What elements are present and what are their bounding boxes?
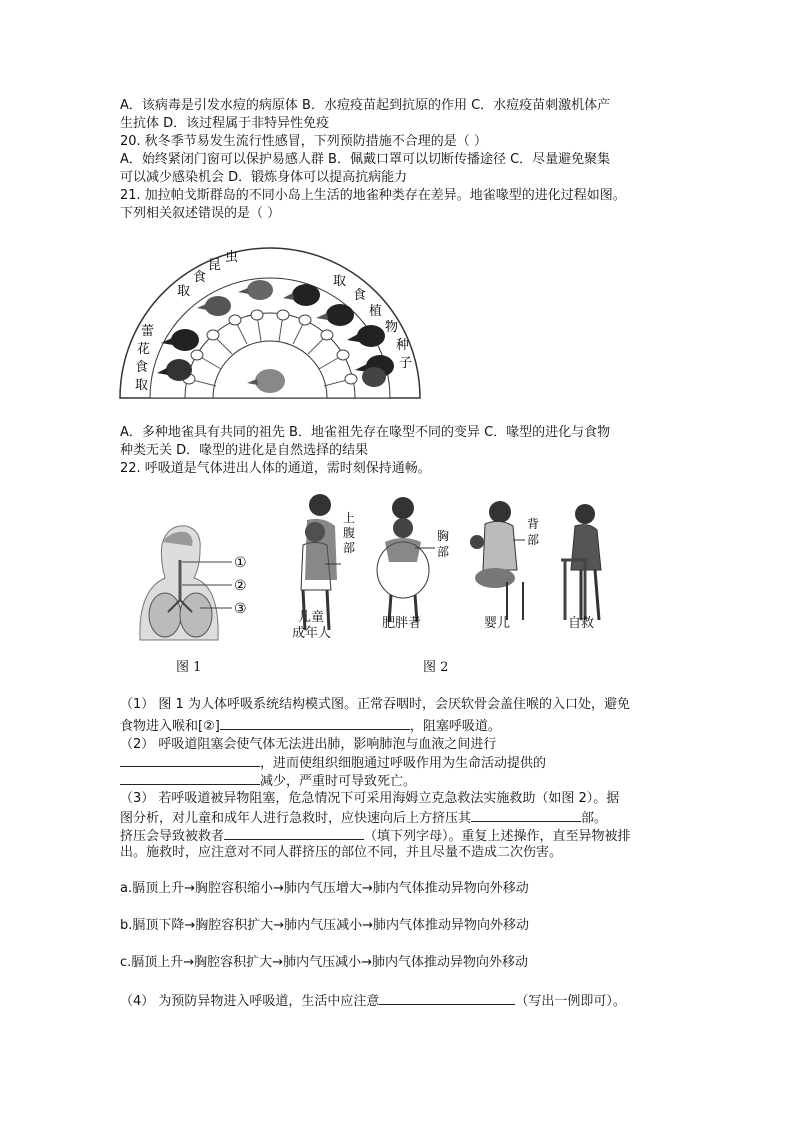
label-1: ①: [234, 555, 247, 571]
upper-abdomen-3: 部: [343, 541, 356, 555]
chest-2: 部: [437, 545, 450, 559]
answer-blank-p4[interactable]: [379, 991, 515, 1005]
back-1: 背: [527, 517, 540, 531]
q22-p1-line2: 食物进入喉和[②] ，阻塞呼吸道。: [120, 716, 501, 735]
option-b: b.膈顶下降→胸腔容积扩大→肺内气压减小→肺内气体推动异物向外移动: [120, 918, 530, 933]
upper-abdomen-2: 腹: [343, 526, 356, 540]
option-c: c.膈顶上升→胸腔容积扩大→肺内气压减小→肺内气体推动异物向外移动: [120, 955, 528, 970]
bud-label-2: 花: [137, 342, 151, 357]
q20-options-line2: 可以减少感染机会 D．锻炼身体可以提高抗病能力: [120, 170, 408, 185]
q22-stem: 22. 呼吸道是气体进出人体的通道，需时刻保持通畅。: [120, 461, 431, 476]
seed-label-6: 子: [399, 356, 413, 371]
seed-label-4: 物: [385, 320, 399, 335]
label-3: ③: [234, 601, 247, 617]
insect-label-2: 食: [193, 270, 207, 285]
answer-blank-p1[interactable]: [220, 716, 410, 730]
q22-p2-line2: ，进而使组织细胞通过呼吸作用为生命活动提供的: [120, 753, 546, 772]
answer-blank-p3a[interactable]: [471, 808, 581, 822]
figure1-caption: 图 1: [176, 660, 202, 675]
q21-stem-line1: 21. 加拉帕戈斯群岛的不同小岛上生活的地雀种类存在差异。地雀喙型的进化过程如图。: [120, 188, 626, 203]
q19-line2: 生抗体 D．该过程属于非特异性免疫: [120, 116, 330, 131]
answer-blank-p2a[interactable]: [120, 753, 260, 767]
bud-label-4: 取: [135, 378, 149, 393]
label-2: ②: [234, 578, 247, 594]
insect-label-1: 取: [177, 284, 191, 299]
caption-adult: 成年人: [292, 626, 332, 641]
answer-blank-p3b[interactable]: [224, 826, 364, 840]
q22-p1-line1: （1） 图 1 为人体呼吸系统结构模式图。正常吞咽时，会厌软骨会盖住喉的入口处，避免: [120, 697, 630, 712]
q22-p3-line4: 出。施救时，应注意对不同人群挤压的部位不同，并且尽量不造成二次伤害。: [120, 845, 563, 860]
figure2-caption: 图 2: [423, 660, 449, 675]
caption-self-rescue: 自救: [568, 616, 595, 631]
seed-label-2: 食: [353, 288, 367, 303]
option-a: a.膈顶上升→胸腔容积缩小→肺内气压增大→肺内气体推动异物向外移动: [120, 881, 529, 896]
caption-obese: 肥胖者: [382, 616, 422, 631]
caption-child: 儿童: [298, 610, 325, 625]
q21-stem-line2: 下列相关叙述错误的是（ ）: [120, 206, 281, 221]
seed-label-5: 种: [396, 338, 410, 353]
q22-p2-line3: 减少，严重时可导致死亡。: [120, 771, 416, 790]
answer-blank-p2b[interactable]: [120, 771, 260, 785]
upper-abdomen-1: 上: [343, 511, 356, 525]
q22-p3-line2: 图分析，对儿童和成年人进行急救时，应快速向后上方挤压其 部。: [120, 808, 607, 827]
respiratory-system-figure: [120, 520, 270, 645]
chest-1: 胸: [437, 529, 450, 543]
bud-label-1: 蕾: [141, 324, 155, 339]
q20-stem: 20. 秋冬季节易发生流行性感冒，下列预防措施不合理的是（ ）: [120, 134, 487, 149]
insect-label-4: 虫: [225, 250, 239, 265]
seed-label-1: 取: [333, 274, 347, 289]
caption-infant: 婴儿: [484, 616, 511, 631]
heimlich-figure: [285, 490, 615, 640]
bud-label-3: 食: [135, 360, 149, 375]
seed-label-3: 植: [369, 304, 383, 319]
q21-options-line2: 种类无关 D．喙型的进化是自然选择的结果: [120, 443, 369, 458]
q20-options-line1: A．始终紧闭门窗可以保护易感人群 B．佩戴口罩可以切断传播途径 C．尽量避免聚集: [120, 152, 611, 167]
q21-options-line1: A．多种地雀具有共同的祖先 B．地雀祖先存在喙型不同的变异 C．喙型的进化与食物: [120, 425, 611, 440]
q22-p4-line: （4） 为预防异物进入呼吸道，生活中应注意 （写出一例即可）。: [120, 991, 626, 1010]
q22-p2-line1: （2） 呼吸道阻塞会使气体无法进出肺，影响肺泡与血液之间进行: [120, 737, 497, 752]
finch-evolution-figure: [115, 243, 425, 401]
q22-p3-line3: 挤压会导致被救者 （填下列字母）。重复上述操作，直至异物被排: [120, 826, 631, 845]
q22-p3-line1: （3） 若呼吸道被异物阻塞，危急情况下可采用海姆立克急救法实施救助（如图 2）。据: [120, 791, 620, 806]
back-2: 部: [527, 533, 540, 547]
q19-line1: A．该病毒是引发水痘的病原体 B．水痘疫苗起到抗原的作用 C．水痘疫苗刺激机体产: [120, 98, 611, 113]
insect-label-3: 昆: [208, 258, 222, 273]
